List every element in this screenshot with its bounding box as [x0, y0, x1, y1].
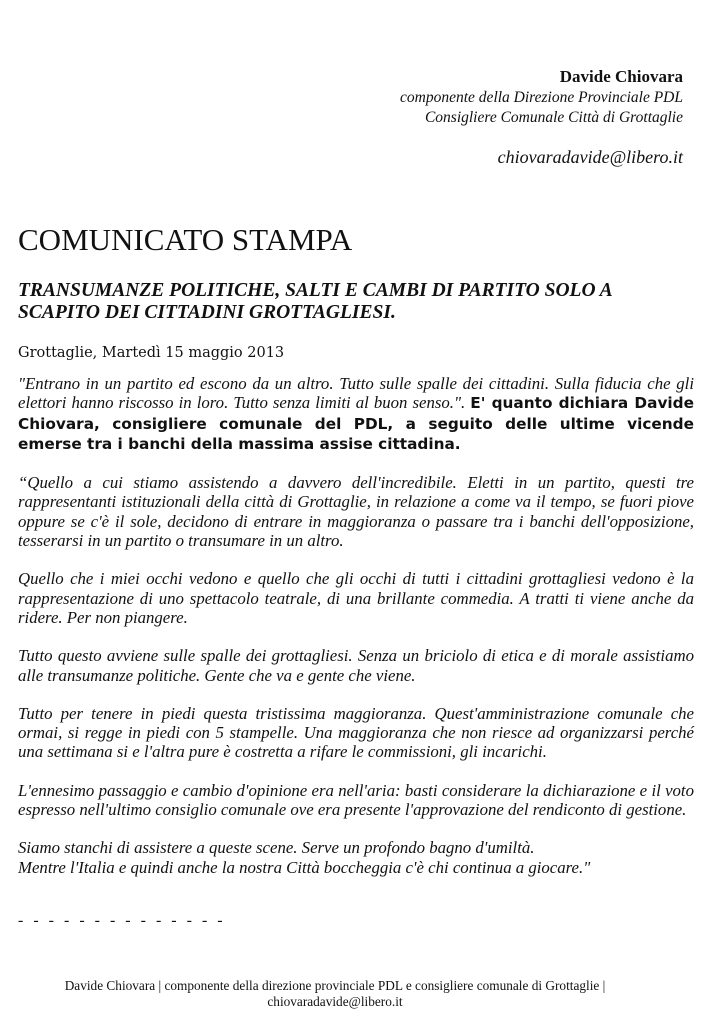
- author-email: chiovaradavide@libero.it: [497, 147, 683, 167]
- intro-quote: "Entrano in un partito ed escono da un altro. Tutto sulle spalle dei cittadini. Sulla fiducia che gli elettori hanno riscosso in loro. Tutto senza limiti al buon senso.".: [18, 374, 694, 413]
- footer-email: chiovaradavide@libero.it: [267, 994, 403, 1009]
- document-body: [18, 374, 694, 877]
- separator-dashes: - - - - - - - - - - - - - -: [18, 912, 226, 929]
- author-role-line-1: componente della Direzione Provinciale PDL: [400, 89, 683, 106]
- document-headline: TRANSUMANZE POLITICHE, SALTI E CAMBI DI PARTITO SOLO A SCAPITO DEI CITTADINI GROTTAGLIESI.: [18, 280, 612, 323]
- page-footer: [0, 978, 670, 1010]
- intro-statement: E' quanto dichiara Davide Chiovara, consigliere comunale del PDL, a seguito delle ultime vicende emerse tra i banchi della massima assise cittadina.: [18, 394, 694, 453]
- closing-line-2: Mentre l'Italia e quindi anche la nostra Città boccheggia c'è chi continua a giocare.": [18, 857, 591, 877]
- footer-line-1: Davide Chiovara | componente della direzione provinciale PDL e consigliere comunale di Grottaglie |: [64, 978, 606, 993]
- closing-paragraph: [18, 838, 694, 877]
- body-paragraph-1: “Quello a cui stiamo assistendo a davvero dell'incredibile. Eletti in un partito, questi tre rappresentanti istituzionali della città di Grottaglie, in relazione a come va il tempo, se fuori piove oppure se c'è il sole, decidono di entrare in maggioranza o passare tra i banchi dell'opposizione, tesserarsi in un partito o transumare in un altro.: [18, 473, 694, 551]
- body-paragraph-5: L'ennesimo passaggio e cambio d'opinione era nell'aria: basti considerare la dichiarazione e il voto espresso nell'ultimo consiglio comunale ove era presente l'approvazione del rendiconto di gestione.: [18, 780, 694, 820]
- body-paragraph-3: Tutto questo avviene sulle spalle dei grottagliesi. Senza un briciolo di etica e di morale assistiamo alle transumanze politiche. Gente che va e gente che viene.: [18, 646, 694, 685]
- author-name: Davide Chiovara: [559, 67, 683, 86]
- document-title: COMUNICATO STAMPA: [18, 222, 353, 257]
- body-paragraph-4: Tutto per tenere in piedi questa tristissima maggioranza. Quest'amministrazione comunale che ormai, si regge in piedi con 5 stampelle. Una maggioranza che non riesce ad organizzarsi perché una settimana si e l'altra pure è costretta a rifare le commissioni, gli incarichi.: [18, 703, 694, 762]
- body-paragraph-2: Quello che i miei occhi vedono e quello che gli occhi di tutti i cittadini grottagliesi vedono è la rappresentazione di uno spettacolo teatrale, di una brillante commedia. A tratti ti viene anche da ridere. Per non piangere.: [18, 569, 694, 627]
- intro-paragraph: [18, 374, 694, 454]
- dateline: Grottaglie, Martedì 15 maggio 2013: [18, 345, 285, 361]
- author-role-line-2: Consigliere Comunale Città di Grottaglie: [424, 109, 683, 126]
- letterhead: [263, 66, 683, 168]
- closing-line-1: Siamo stanchi di assistere a queste scene. Serve un profondo bagno d'umiltà.: [18, 838, 535, 858]
